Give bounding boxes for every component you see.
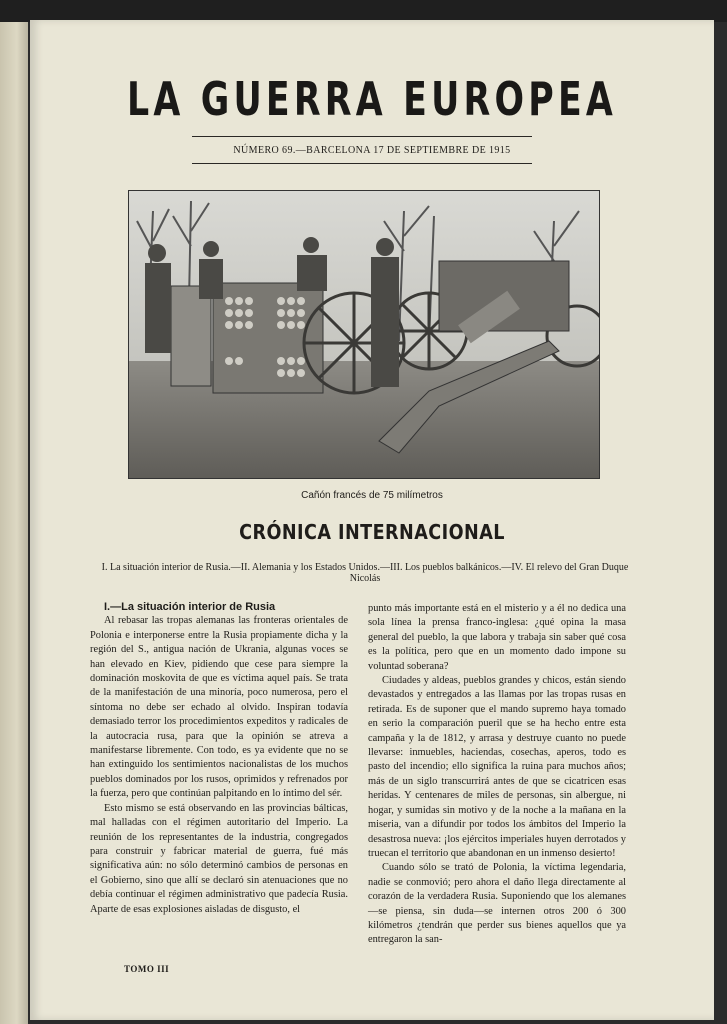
paragraph: Esto mismo se está observando en las provincias bálticas, mal halladas con el régimen autoritario del Imperio. La reunión de los representantes de la industria, congregados para construir y fabricar material de guerra, fué más significativa aún: no sólo determinó cambios de personas en el Gobierno, sino que allí se declaró sin atenuaciones que no debía continuar el régimen administrativo que padecía Rusia. Aparte de esas explosiones aisladas de disgusto, el [90, 802, 348, 915]
section-title: CRÓNICA INTERNACIONAL [239, 520, 505, 544]
masthead-rule-top [192, 136, 532, 137]
paragraph: Ciudades y aldeas, pueblos grandes y chicos, están siendo devastados y entregados a las llamas por las tropas rusas en retirada. Es de suponer que el mando supremo haya tomado en serio la comparación pueril que se ha hecho entre esta campaña y la de 1812, y arrasa y destruye cuanto no puede llevarse: inmuebles, haciendas, cosechas, aperos, todo es pasto del incendio; ello significa la ruina para muchos años; más de un siglo transcurrirá antes de que se cicatricen esas heridas. Y centenares de miles de personas, sin albergue, ni hogar, y sumidas sin motivo y de la noche a la mañana en la miseria, van a difundir por todos los ámbitos del Imperio la desastrosa nueva: ¡los ejércitos imperiales huyen derrotados y truecan el territorio que abandonan en un inmenso desierto! [368, 675, 626, 859]
article-heading: I.—La situación interior de Rusia [104, 601, 276, 613]
cannon-photograph [128, 190, 600, 479]
section-summary: I. La situación interior de Rusia.—II. Alemania y los Estados Unidos.—III. Los pueblos balkánicos.—IV. El relevo del Gran Duque Nicolás [101, 562, 629, 584]
paragraph: Cuando sólo se trató de Polonia, la víctima legendaria, nadie se conmovió; pero ahora el daño llega directamente al corazón de la verdadera Rusia. Suponiendo que los alemanes—se piensa, sin duda—se internen otros 200 ó 300 kilómetros ¿tendrán que perder sus bienes aquellos que ya entregaron la san- [368, 862, 626, 946]
article-column-left [90, 600, 348, 917]
cannon-photo-illustration [129, 191, 599, 478]
issue-line: NÚMERO 69.—BARCELONA 17 DE SEPTIEMBRE DE 1915 [233, 145, 511, 156]
article-column-right [368, 602, 626, 948]
paragraph: punto más importante está en el misterio y a él no dedica una sola línea la prensa franco-inglesa: ¿qué opina la masa general del pueblo, la que labora y trabaja sin saber qué cosa es la política, pero que en un momento dado impone su voluntad soberana? [368, 603, 626, 672]
newspaper-page [30, 20, 714, 1020]
masthead-title: LA GUERRA EUROPEA [126, 72, 618, 126]
scan-border-top [0, 0, 727, 22]
volume-label: TOMO III [124, 964, 170, 974]
photo-caption: Cañón francés de 75 milímetros [301, 490, 443, 501]
paragraph: Al rebasar las tropas alemanas las fronteras orientales de Polonia e interponerse entre la Rusia propiamente dicha y la región del S., antigua nación de Ukrania, algunas voces se han elevado en Kiev, pidiendo que cese para siempre la dominación moskovita de que es víctima aquel país. Se trata de la manifestación de una minoría, poco numerosa, pero el síntoma no debe ser echado al olvido. Inspiran todavía demasiado terror los procedimientos expeditos y radicales de la autocracia rusa, para que la opinión se atreva a manifestarse libremente. Con todo, es ya evidente que no se han extinguido los sentimientos nacionalistas de los muchos pueblos dominados por los rusos, oprimidos y refrenados por la fuerza, pero que continúan palpitando en lo íntimo del sér. [90, 615, 348, 800]
masthead-rule-bottom [192, 163, 532, 164]
ammunition-caisson [171, 283, 323, 393]
previous-page-edge [0, 22, 28, 1024]
